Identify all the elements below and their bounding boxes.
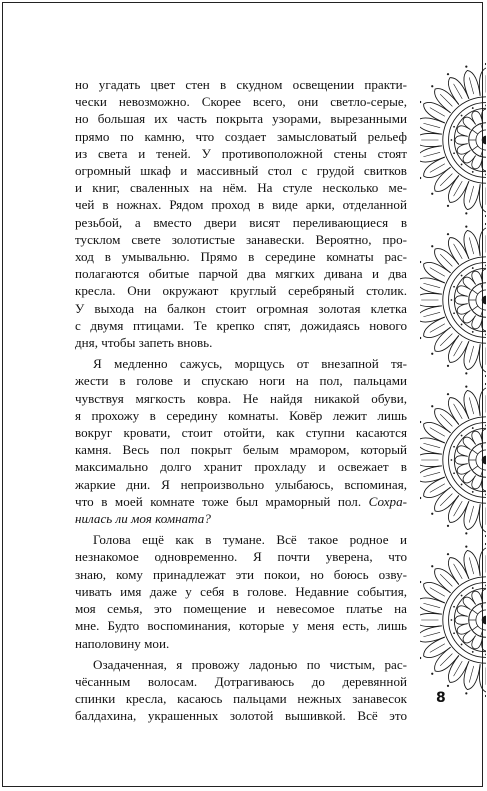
text-line: незнакомое одновременно. Я почти уверена, что <box>75 549 407 565</box>
text-line: максимально долго хранит прохладу и освежает в <box>75 459 407 475</box>
text-line: Я медленно сажусь, морщусь от внезапной тя- <box>93 356 407 372</box>
text-line: чивать имя даже у себя в голове. Недавние события, <box>75 583 407 599</box>
text-line: У выхода на балкон стоит огромная золотая клетка <box>75 300 407 316</box>
text-line: тусклом свете золотистые занавески. Вероятно, про- <box>75 231 407 247</box>
text-line: нилась ли моя комната? <box>75 511 211 527</box>
text-line: наполовину мои. <box>75 635 170 651</box>
text-line: прямо по камню, что создает замысловатый рельеф <box>75 128 407 144</box>
text-line: с двумя птицами. Те крепко спят, дожидаясь нового <box>75 317 407 333</box>
text-line: жаркие дни. Я непроизвольно улыбаюсь, вспоминая, <box>75 476 407 492</box>
mandala-medallion <box>420 63 486 217</box>
text-line: полагаются обитые парчой два мягких дивана и два <box>75 266 407 282</box>
mandala-medallion <box>420 383 486 537</box>
text-line: и книг, сваленных на нём. На стуле несколько ме- <box>75 180 407 196</box>
mandala-medallion <box>420 223 486 377</box>
text-line: чёсанным волосам. Дотрагиваюсь до деревянной <box>75 673 407 689</box>
text-line: но большая их часть покрыта узорами, вырезанными <box>75 111 407 127</box>
text-line: ход в умывальню. Прямо в середине комнаты рас- <box>75 249 407 265</box>
text-line: камня. Весь пол покрыт белым мрамором, который <box>75 442 407 458</box>
text-line: знаю, кому принадлежат эти покои, но боюсь озву- <box>75 566 407 582</box>
text-line: чей в ножнах. Рядом проход в виде арки, отделанной <box>75 197 407 213</box>
text-line: мне. Будто воспоминания, которые у меня есть, лишь <box>75 618 407 634</box>
text-line <box>75 493 407 510</box>
mandala-ornament-icon <box>420 60 486 700</box>
text-line: огромный шкаф и массивный стол с грудой свитков <box>75 163 407 179</box>
text-line: я прохожу в середину комнаты. Ковёр лежит лишь <box>75 407 407 423</box>
text-line: но угадать цвет стен в скудном освещении практи- <box>75 77 407 92</box>
text-line: моя семья, это помещение и невесомое платье на <box>75 601 407 617</box>
text-line: резьбой, а вместо двери висят переливающиеся в <box>75 214 407 230</box>
text-line: из света и теней. У противоположной стены стоят <box>75 145 407 161</box>
page-number: 8 <box>436 690 446 706</box>
text-line: вокруг кровати, стоит отойти, как ступни касаются <box>75 425 407 441</box>
text-line: балдахина, украшенных золотой вышивкой. Всё это <box>75 708 407 724</box>
mandala-medallion <box>420 543 486 697</box>
text-segment: что в моей комнате тоже был мраморный пол. <box>75 493 362 509</box>
body-text <box>75 76 407 725</box>
text-line: кресла. Они окружают круглый серебряный столик. <box>75 283 407 299</box>
text-line: спинки кресла, касаюсь пальцами нежных занавесок <box>75 691 407 707</box>
italic-segment: Сохра- <box>368 493 407 509</box>
text-line: Голова ещё как в тумане. Всё такое родное и <box>93 532 407 548</box>
text-line: Озадаченная, я провожу ладонью по чистым, рас- <box>93 656 407 672</box>
text-line: чески невозможно. Скорее всего, они светло-серые, <box>75 94 407 110</box>
text-line: чувствуя мягкость ковра. Не найдя никакой обуви, <box>75 390 407 406</box>
text-line: дня, чтобы запеть вновь. <box>75 335 213 351</box>
mandala-border <box>420 60 486 700</box>
text-line: жести в голове и спускаю ноги на пол, пальцами <box>75 373 407 389</box>
